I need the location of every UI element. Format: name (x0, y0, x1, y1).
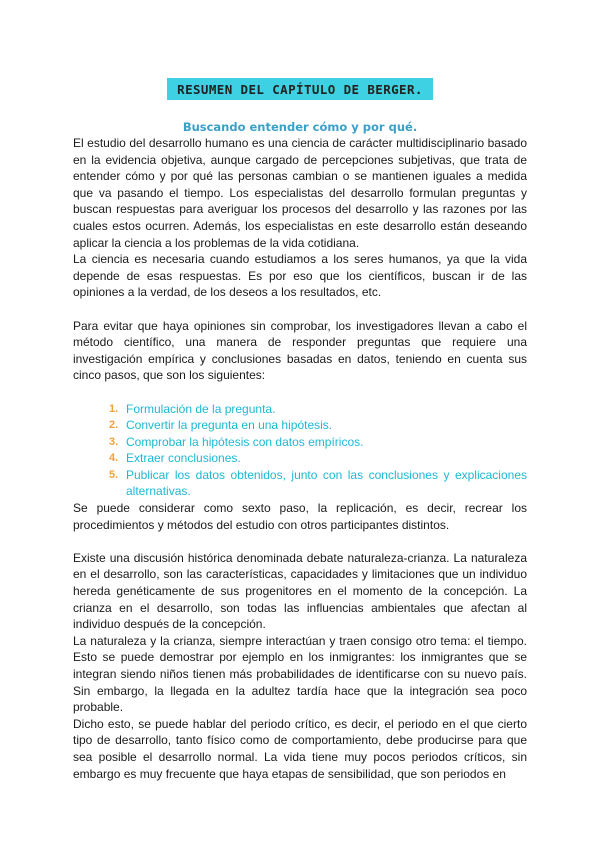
list-item (109, 417, 527, 434)
list-number: 2. (109, 419, 119, 432)
paragraph-method: Para evitar que haya opiniones sin comprobar, los investigadores llevan a cabo el método científico, una manera de responder preguntas que requiere una investigación empírica y conclusiones basadas en datos, teniendo en cuenta sus cinco pasos, que son los siguientes: (73, 318, 527, 383)
list-item (109, 434, 527, 451)
list-number: 4. (109, 452, 119, 465)
paragraph-science: La ciencia es necesaria cuando estudiamos a los seres humanos, ya que la vida depende de esas respuestas. Es por eso que los científicos, buscan ir de las opiniones a la verdad, de los deseos a los resultados, etc. (73, 252, 527, 300)
paragraph-nature-nurture: Existe una discusión histórica denominada debate naturaleza-crianza. La naturaleza en el desarrollo, son las características, capacidades y limitaciones que un individuo hereda genéticamente de sus progenitores en el momento de la concepción. La crianza en el desarrollo, son todas las influencias ambientales que afectan al individuo después de la concepción. (73, 550, 527, 632)
paragraph-time: La naturaleza y la crianza, siempre interactúan y traen consigo otro tema: el tiempo. Esto se puede demostrar por ejemplo en los inmigrantes: los inmigrantes que se integran siendo niños tienen más probabilidades de identificarse con su nuevo país. Sin embargo, la llegada en la adultez tardía hace que la integración sea poco probable. (73, 633, 527, 715)
title-wrapper (0, 78, 600, 100)
document-title: RESUMEN DEL CAPÍTULO DE BERGER. (167, 78, 433, 100)
paragraph-gap (73, 533, 527, 550)
list-item (109, 401, 527, 418)
list-number: 3. (109, 435, 119, 448)
paragraph-intro: El estudio del desarrollo humano es una ciencia de carácter multidisciplinario basado en la evidencia objetiva, aunque cargado de percepciones subjetivas, que trata de entender cómo y por qué las personas cambian o se mantienen iguales a medida que va pasando el tiempo. Los especialistas del desarrollo formulan preguntas y buscan respuestas para averiguar los procesos del desarrollo y las razones por las cuales estos ocurren. Además, los especialistas en este desarrollo están deseando aplicar la ciencia a los problemas de la vida cotidiana. (73, 136, 527, 250)
list-item-text: Publicar los datos obtenidos, junto con las conclusiones y explicaciones alternativas. (126, 467, 527, 499)
paragraph-gap (73, 301, 527, 318)
paragraph-critical-period: Dicho esto, se puede hablar del periodo crítico, es decir, el periodo en el que cierto tipo de desarrollo, tanto físico como de comportamiento, debe producirse para que sea posible el desarrollo normal. La vida tiene muy pocos periodos críticos, sin embargo es muy frecuente que haya etapas de sensibilidad, que son periodos en (73, 716, 527, 781)
list-number: 1. (109, 402, 119, 415)
list-item-text: Extraer conclusiones. (126, 451, 241, 466)
paragraph-replication: Se puede considerar como sexto paso, la replicación, es decir, recrear los procedimientos y métodos del estudio con otros participantes distintos. (73, 501, 527, 532)
list-item-text: Comprobar la hipótesis con datos empíricos. (126, 434, 364, 449)
list-item-text: Convertir la pregunta en una hipótesis. (126, 418, 333, 433)
list-item (109, 467, 527, 500)
document-body (73, 135, 527, 782)
paragraph-gap (73, 384, 527, 401)
list-item-text: Formulación de la pregunta. (126, 401, 276, 416)
section-subtitle: Buscando entender cómo y por qué. (182, 120, 418, 134)
list-item (109, 450, 527, 467)
steps-list (73, 401, 527, 501)
list-number: 5. (109, 468, 119, 481)
